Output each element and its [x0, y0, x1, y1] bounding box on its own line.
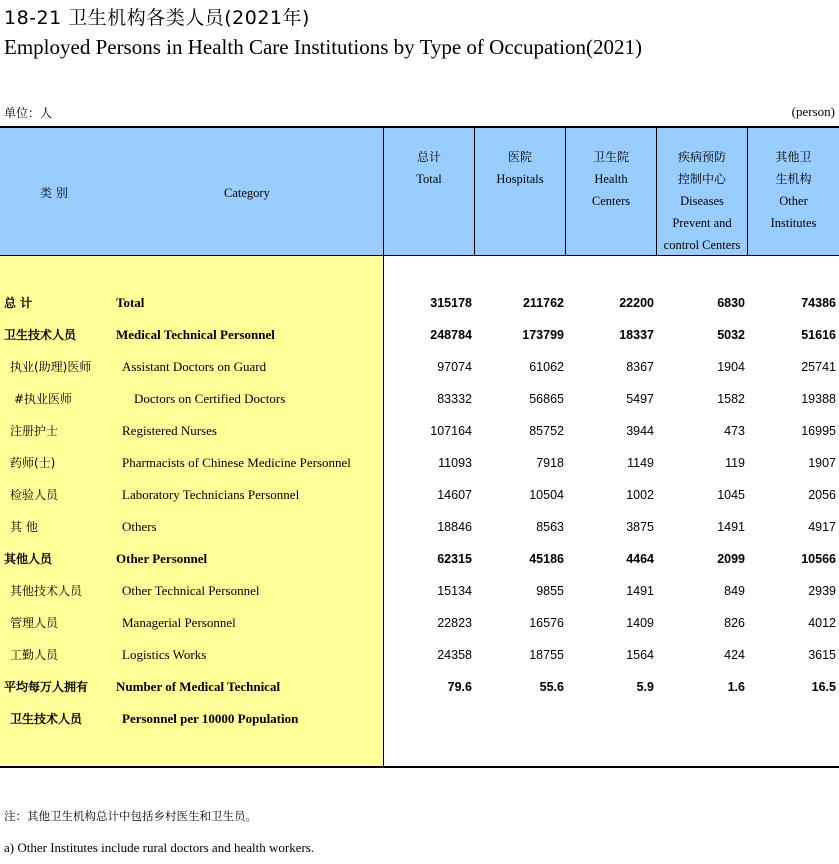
row-label-en: Managerial Personnel [122, 615, 236, 630]
row-label-en: Doctors on Certified Doctors [134, 391, 286, 406]
header-total-cn: 总计 [416, 150, 441, 164]
row-label-cn: 管理人员 [10, 616, 59, 630]
row-label-en: Number of Medical Technical [116, 679, 281, 694]
table-bottom-border [0, 766, 839, 768]
row-label-cn: 注册护士 [10, 424, 59, 438]
cell-health-centers: 4464 [626, 552, 654, 566]
cell-health-centers: 1149 [627, 456, 654, 470]
cell-cdc: 849 [724, 584, 745, 598]
row-label-cn: 平均每万人拥有 [4, 680, 89, 694]
cell-health-centers: 18337 [619, 328, 654, 342]
cell-total: 83332 [437, 392, 472, 406]
cell-health-centers: 1409 [626, 616, 654, 630]
header-hospitals [475, 128, 565, 256]
header-category-en: Category [224, 186, 270, 200]
row-label-en: Assistant Doctors on Guard [122, 359, 267, 374]
header-hospitals-en: Hospitals [496, 172, 544, 186]
cell-cdc: 6830 [717, 296, 745, 310]
cell-other: 16995 [801, 424, 836, 438]
header-cdc-cn2: 控制中心 [677, 172, 726, 186]
unit-label-cn: 单位：人 [4, 106, 53, 120]
cell-cdc: 1491 [717, 520, 745, 534]
row-label-en: Other Personnel [116, 551, 208, 566]
cell-cdc: 424 [724, 648, 745, 662]
row-label-en: Registered Nurses [122, 423, 217, 438]
row-label-cn: 总 计 [4, 296, 33, 310]
cell-hospitals: 10504 [529, 488, 564, 502]
row-label-cn: 卫生技术人员 [10, 712, 83, 726]
table-row [0, 607, 839, 639]
table-row [0, 671, 839, 703]
table-row [0, 351, 839, 383]
header-cdc-en2: Prevent and [672, 216, 732, 230]
row-label-cn: 药师(士) [10, 456, 56, 470]
cell-total: 11093 [438, 456, 472, 470]
cell-health-centers: 1491 [626, 584, 654, 598]
header-other-en2: Institutes [770, 216, 817, 230]
table-row [0, 383, 839, 415]
row-label-cn: 执业(助理)医师 [10, 360, 92, 374]
header-other-institutes [748, 128, 839, 256]
cell-cdc: 5032 [717, 328, 745, 342]
row-label-cn: 其他技术人员 [10, 584, 83, 598]
row-label-en: Personnel per 10000 Population [122, 711, 299, 726]
row-label-en: Others [122, 519, 157, 534]
table-row [0, 447, 839, 479]
cell-hospitals: 55.6 [539, 680, 564, 694]
cell-total: 18846 [437, 520, 472, 534]
unit-label-en: (person) [791, 104, 835, 119]
table-row [0, 575, 839, 607]
cell-hospitals: 7918 [536, 456, 564, 470]
cell-hospitals: 85752 [529, 424, 564, 438]
cell-hospitals: 61062 [529, 360, 564, 374]
cell-total: 22823 [437, 616, 472, 630]
cell-other: 2939 [808, 584, 836, 598]
header-hospitals-cn: 医院 [507, 150, 532, 164]
footnote-en: a) Other Institutes include rural doctors and health workers. [4, 840, 315, 855]
header-health-en1: Health [594, 172, 628, 186]
cell-health-centers: 22200 [619, 296, 654, 310]
cell-total: 107164 [430, 424, 472, 438]
cell-hospitals: 9855 [536, 584, 564, 598]
cell-other: 16.5 [811, 680, 836, 694]
row-label-cn: 工勤人员 [10, 648, 59, 662]
cell-total: 315178 [430, 296, 472, 310]
cell-cdc: 1904 [717, 360, 745, 374]
cell-health-centers: 3944 [626, 424, 654, 438]
table-row [0, 319, 839, 351]
cell-total: 24358 [437, 648, 472, 662]
table-row [0, 639, 839, 671]
header-other-cn2: 生机构 [775, 172, 812, 186]
cell-other: 2056 [808, 488, 836, 502]
cell-health-centers: 1564 [626, 648, 654, 662]
table-row [0, 415, 839, 447]
cell-other: 25741 [801, 360, 836, 374]
row-label-en: Logistics Works [122, 647, 207, 662]
cell-cdc: 119 [725, 456, 745, 470]
page-title-cn: 18-21 卫生机构各类人员(2021年) [4, 7, 310, 29]
header-health-centers [566, 128, 656, 256]
row-label-cn: 检验人员 [10, 488, 59, 502]
header-cdc [657, 128, 747, 256]
table-header [0, 126, 839, 256]
cell-cdc: 1.6 [727, 680, 745, 694]
cell-other: 10566 [801, 552, 836, 566]
table-row [0, 287, 839, 319]
cell-hospitals: 18755 [529, 648, 564, 662]
cell-cdc: 1582 [717, 392, 745, 406]
cell-cdc: 2099 [717, 552, 745, 566]
header-category [0, 128, 383, 256]
row-label-en: Laboratory Technicians Personnel [122, 487, 300, 502]
cell-total: 14607 [437, 488, 472, 502]
table-row [0, 543, 839, 575]
cell-other: 1907 [808, 456, 836, 470]
row-label-en: Pharmacists of Chinese Medicine Personnel [122, 455, 351, 470]
page-title-en: Employed Persons in Health Care Institutions by Type of Occupation(2021) [4, 35, 642, 59]
table-row [0, 479, 839, 511]
cell-health-centers: 5.9 [636, 680, 654, 694]
cell-hospitals: 45186 [529, 552, 564, 566]
row-label-en: Other Technical Personnel [122, 583, 260, 598]
row-label-en: Medical Technical Personnel [116, 327, 275, 342]
cell-hospitals: 16576 [529, 616, 564, 630]
cell-other: 51616 [801, 328, 836, 342]
cell-other: 4012 [808, 616, 836, 630]
cell-hospitals: 56865 [529, 392, 564, 406]
cell-total: 79.6 [447, 680, 472, 694]
row-label-cn: 卫生技术人员 [4, 328, 77, 342]
header-other-en1: Other [779, 194, 808, 208]
cell-health-centers: 8367 [626, 360, 654, 374]
table-row [0, 511, 839, 543]
header-cdc-cn1: 疾病预防 [677, 150, 726, 164]
header-total [384, 128, 474, 256]
cell-health-centers: 3875 [626, 520, 654, 534]
row-label-en: Total [116, 295, 145, 310]
cell-hospitals: 173799 [522, 328, 564, 342]
cell-total: 97074 [437, 360, 472, 374]
header-health-en2: Centers [591, 194, 631, 208]
cell-total: 62315 [437, 552, 472, 566]
row-label-cn: 其他人员 [4, 552, 53, 566]
header-health-cn: 卫生院 [592, 150, 629, 164]
header-cdc-en3: control Centers [663, 238, 741, 252]
header-cdc-en1: Diseases [680, 194, 724, 208]
row-label-cn: #执业医师 [14, 392, 73, 406]
header-total-en: Total [416, 172, 442, 186]
footnote-cn: 注：其他卫生机构总计中包括乡村医生和卫生员。 [4, 809, 257, 823]
header-other-cn1: 其他卫 [775, 150, 812, 164]
row-label-cn: 其 他 [10, 520, 38, 534]
cell-other: 4917 [808, 520, 836, 534]
cell-total: 248784 [430, 328, 472, 342]
cell-cdc: 473 [724, 424, 745, 438]
header-category-cn: 类 别 [40, 186, 68, 200]
cell-hospitals: 211762 [522, 296, 564, 310]
cell-other: 19388 [801, 392, 836, 406]
table-row [0, 703, 839, 735]
cell-health-centers: 1002 [626, 488, 654, 502]
cell-cdc: 826 [724, 616, 745, 630]
cell-cdc: 1045 [717, 488, 745, 502]
cell-total: 15134 [437, 584, 472, 598]
cell-other: 3615 [808, 648, 836, 662]
cell-health-centers: 5497 [626, 392, 654, 406]
cell-other: 74386 [801, 296, 836, 310]
cell-hospitals: 8563 [536, 520, 564, 534]
